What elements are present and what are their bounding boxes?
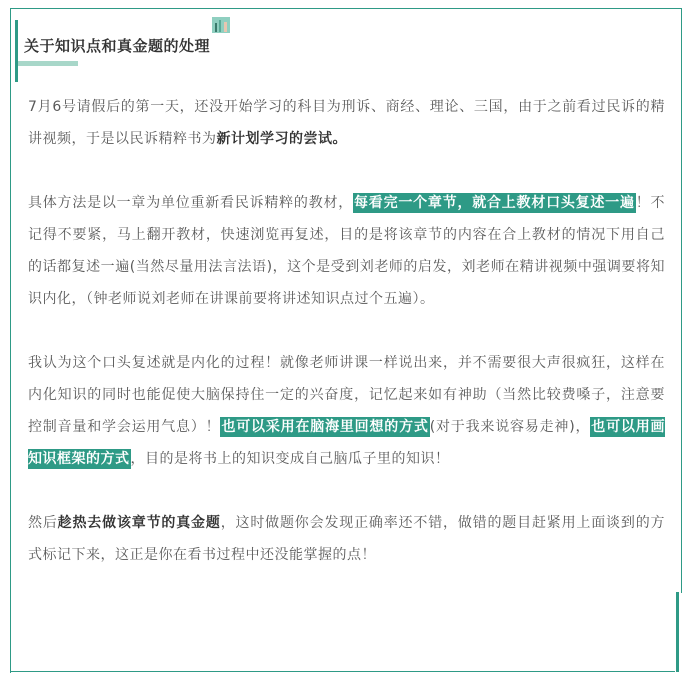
intro-emphasis: 新计划学习的尝试。 xyxy=(216,131,347,147)
plant-icon xyxy=(212,17,230,33)
internalize-text-3: ，目的是将书上的知识变成自己脑瓜子里的知识！ xyxy=(130,451,450,467)
frame-right-border xyxy=(681,8,682,593)
practice-emphasis: 趁热去做该章节的真金题 xyxy=(57,515,221,531)
paragraph-method xyxy=(28,187,665,315)
right-accent-bar xyxy=(676,592,679,672)
internalize-text-1: 我认为这个口头复述就是内化的过程！就像老师讲课一样说出来，并不需要很大声很疯狂，这样在内化知识的同时也能促使大脑保持住一定的兴奋度，记忆起来如有神助（当然比较费嗓子，注意要控制音量和学会运用气息）！ xyxy=(28,355,665,435)
paragraph-intro xyxy=(28,91,665,155)
title-underline xyxy=(18,61,78,66)
section-title: 关于知识点和真金题的处理 xyxy=(24,37,211,55)
paragraph-internalize xyxy=(28,347,665,475)
frame-top-border xyxy=(10,8,682,9)
method-text-2: ！不记得不要紧，马上翻开教材，快速浏览再复述，目的是将该章节的内容在合上教材的情况下用自己的话都复述一遍(当然尽量用法言法语)，这个是受到刘老师的启发，刘老师在精讲视频中强调要将知识内化，（钟老师说刘老师在讲课前要将讲述知识点过个五遍）。 xyxy=(28,195,666,307)
left-accent-bar xyxy=(15,20,18,82)
intro-text: 7月6号请假后的第一天，还没开始学习的科目为刑诉、商经、理论、三国，由于之前看过民诉的精讲视频，于是以民诉精粹书为 xyxy=(28,99,665,147)
method-text-1: 具体方法是以一章为单位重新看民诉精粹的教材， xyxy=(28,195,354,211)
internalize-highlight-2: 也可以用画知识框架的方式 xyxy=(28,419,666,467)
internalize-highlight-1: 也可以采用在脑海里回想的方式 xyxy=(221,419,429,435)
internalize-text-2: (对于我来说容易走神)， xyxy=(429,419,591,435)
practice-text-1: 然后 xyxy=(28,515,58,531)
practice-text-2: ，这时做题你会发现正确率还不错，做错的题目赶紧用上面谈到的方式标记下来，这正是你在看书过程中还没能掌握的点！ xyxy=(28,515,666,563)
frame-bottom-border xyxy=(10,671,675,672)
paragraph-practice xyxy=(28,507,665,571)
frame-left-border xyxy=(10,8,11,673)
article-body xyxy=(28,91,665,571)
method-highlight: 每看完一个章节，就合上教材口头复述一遍 xyxy=(354,195,635,211)
